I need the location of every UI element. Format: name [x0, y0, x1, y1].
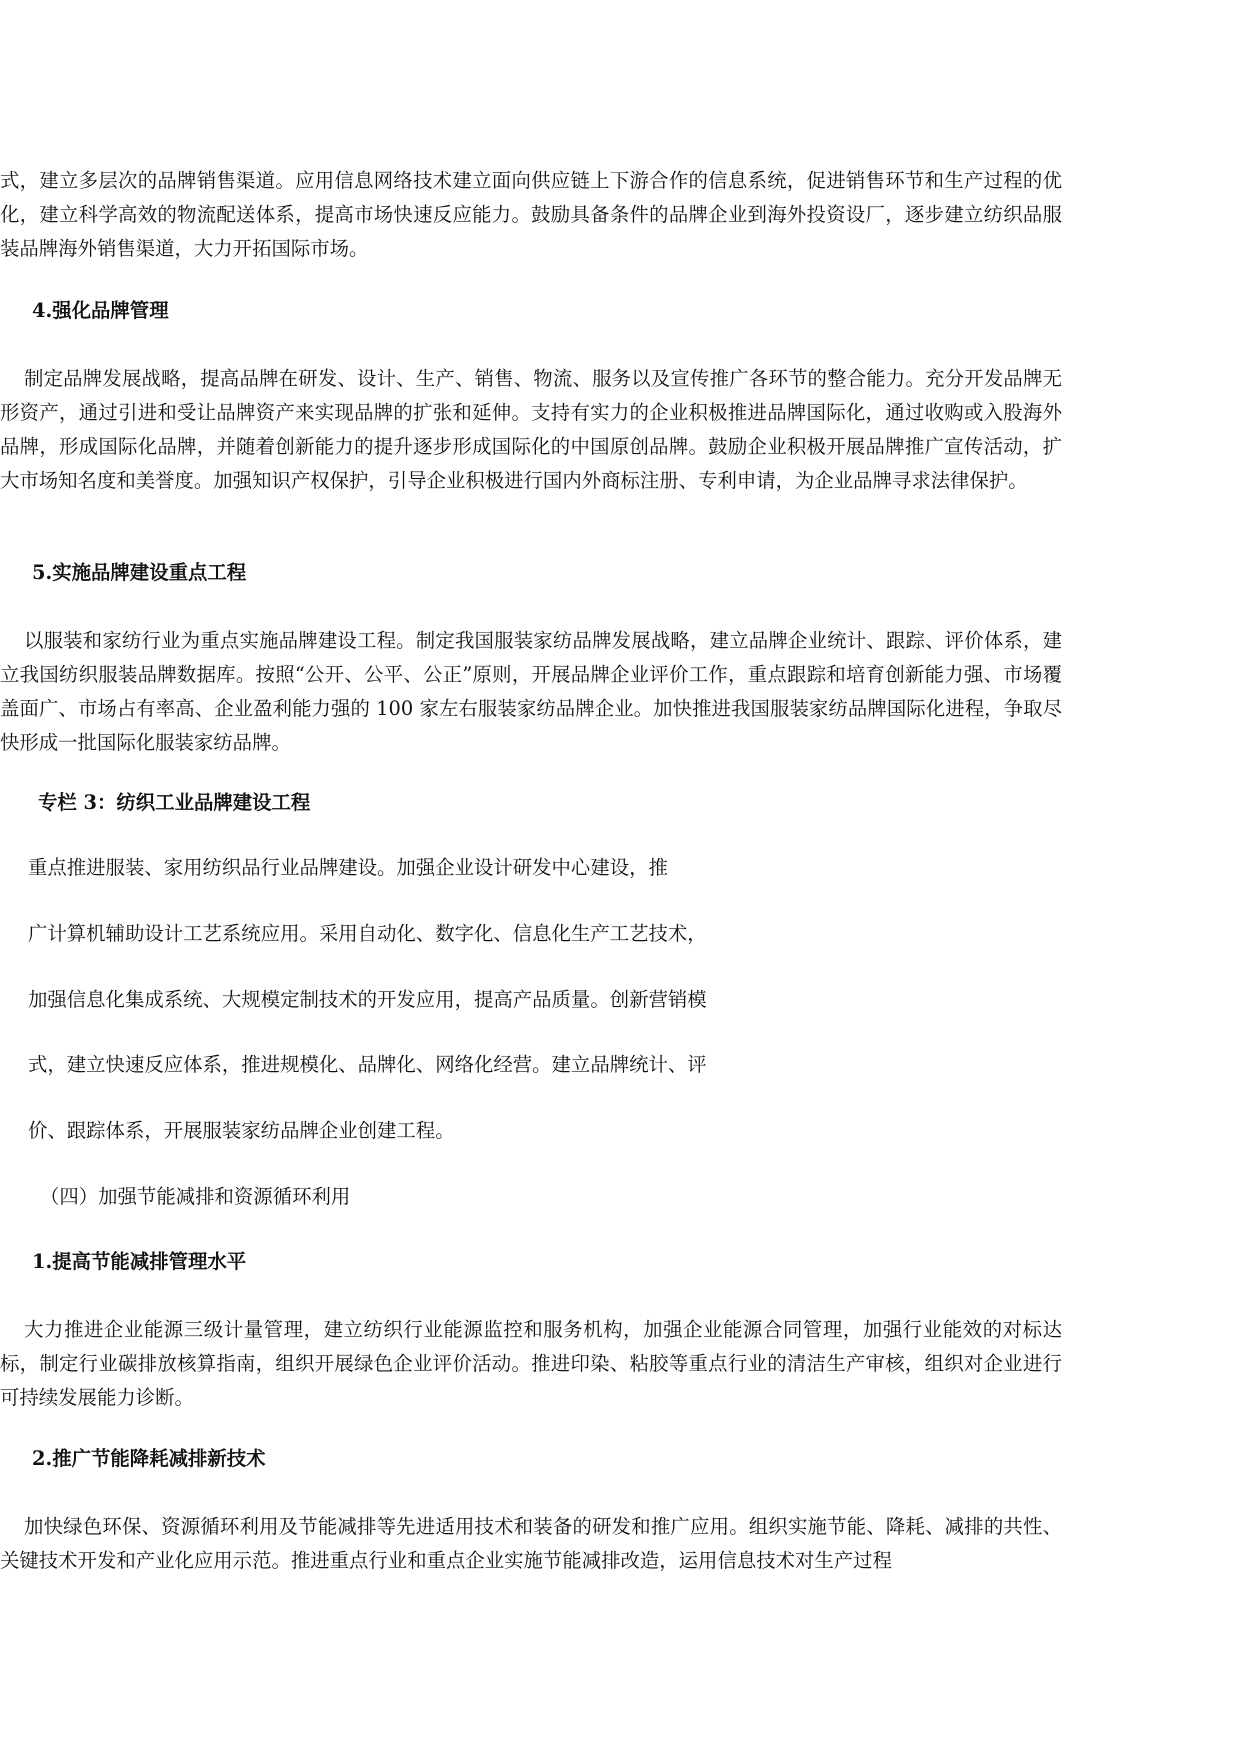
box-line: 价、跟踪体系，开展服装家纺品牌企业创建工程。 — [28, 1119, 455, 1142]
heading-brand-management: 4.强化品牌管理 — [32, 299, 169, 322]
paragraph-brand-management: 制定品牌发展战略，提高品牌在研发、设计、生产、销售、物流、服务以及宣传推广各环节的整合能力。充分开发品牌无形资产，通过引进和受让品牌资产来实现品牌的扩张和延伸。支持有实力的企业积极推进品牌国际化，通过收购或入股海外品牌，形成国际化品牌，并随着创新能力的提升逐步形成国际化的中国原创品牌。鼓励企业积极开展品牌推广宣传活动，扩大市场知名度和美誉度。加强知识产权保护，引导企业积极进行国内外商标注册、专利申请，为企业品牌寻求法律保护。 — [0, 367, 1062, 492]
paragraph-energy-management: 大力推进企业能源三级计量管理，建立纺织行业能源监控和服务机构，加强企业能源合同管理，加强行业能效的对标达标，制定行业碳排放核算指南，组织开展绿色企业评价活动。推进印染、粘胶等重点行业的清洁生产审核，组织对企业进行可持续发展能力诊断。 — [0, 1318, 1062, 1409]
heading-brand-key-projects: 5.实施品牌建设重点工程 — [32, 561, 247, 584]
box-title: 专栏 3：纺织工业品牌建设工程 — [38, 791, 311, 814]
heading-energy-management: 1.提高节能减排管理水平 — [32, 1250, 247, 1273]
paragraph-energy-technology: 加快绿色环保、资源循环利用及节能减排等先进适用技术和装备的研发和推广应用。组织实施节能、降耗、减排的共性、关键技术开发和产业化应用示范。推进重点行业和重点企业实施节能减排改造，运用信息技术对生产过程 — [0, 1515, 1062, 1572]
paragraph-brand-key-projects: 以服装和家纺行业为重点实施品牌建设工程。制定我国服装家纺品牌发展战略，建立品牌企业统计、跟踪、评价体系，建立我国纺织服装品牌数据库。按照“公开、公平、公正”原则，开展品牌企业评价工作，重点跟踪和培育创新能力强、市场覆盖面广、市场占有率高、企业盈利能力强的 100 家左右服装家纺品牌企业。加快推进我国服装家纺品牌国际化进程，争取尽快形成一批国际化服装家纺品牌。 — [0, 629, 1062, 754]
paragraph-marketing-channels: 式，建立多层次的品牌销售渠道。应用信息网络技术建立面向供应链上下游合作的信息系统，促进销售环节和生产过程的优化，建立科学高效的物流配送体系，提高市场快速反应能力。鼓励具备条件的品牌企业到海外投资设厂，逐步建立纺织品服装品牌海外销售渠道，大力开拓国际市场。 — [0, 169, 1062, 260]
box-line: 式，建立快速反应体系，推进规模化、品牌化、网络化经营。建立品牌统计、评 — [28, 1053, 707, 1076]
box-line: 重点推进服装、家用纺织品行业品牌建设。加强企业设计研发中心建设，推 — [28, 856, 668, 879]
heading-energy-technology: 2.推广节能降耗减排新技术 — [32, 1447, 266, 1470]
box-line: 广计算机辅助设计工艺系统应用。采用自动化、数字化、信息化生产工艺技术， — [28, 922, 707, 945]
section-heading-energy: （四）加强节能减排和资源循环利用 — [40, 1185, 351, 1208]
box-line: 加强信息化集成系统、大规模定制技术的开发应用，提高产品质量。创新营销模 — [28, 988, 707, 1011]
